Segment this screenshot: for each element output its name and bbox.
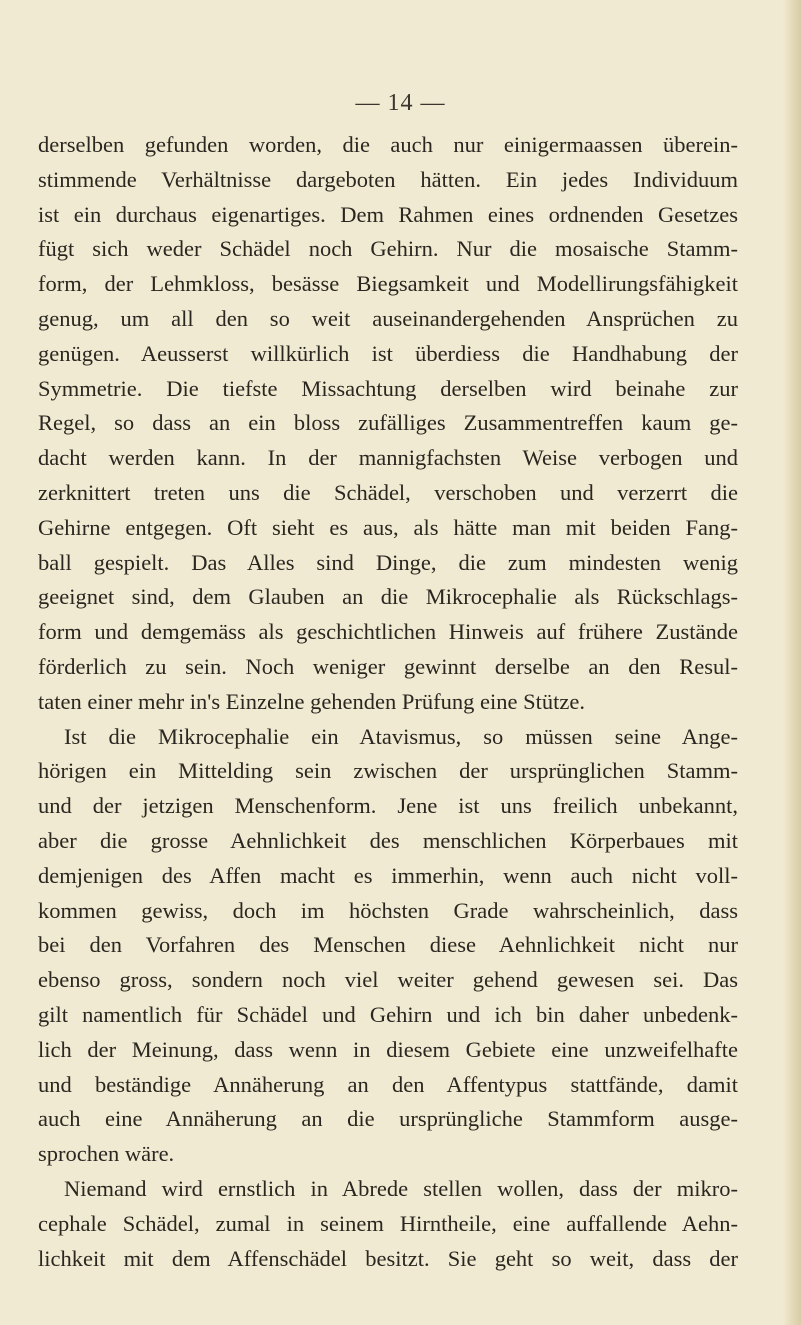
text-line: form, der Lehmkloss, besässe Biegsamkeit und Modellirungsfähigkeit <box>38 271 738 297</box>
text-line: und der jetzigen Menschenform. Jene ist uns freilich unbekannt, <box>38 793 738 819</box>
text-line: cephale Schädel, zumal in seinem Hirntheile, eine auffallende Aehn- <box>38 1210 738 1236</box>
body-text <box>38 128 738 1276</box>
text-line: derselben gefunden worden, die auch nur einigermaassen überein- <box>38 132 738 157</box>
text-line: genug, um all den so weit auseinandergehenden Ansprüchen zu <box>38 305 738 331</box>
text-line: fügt sich weder Schädel noch Gehirn. Nur die mosaische Stamm- <box>38 236 738 262</box>
text-line: Regel, so dass an ein bloss zufälliges Zusammentreffen kaum ge- <box>38 410 738 436</box>
text-line: bei den Vorfahren des Menschen diese Aehnlichkeit nicht nur <box>38 932 738 958</box>
text-line: Gehirne entgegen. Oft sieht es aus, als hätte man mit beiden Fang- <box>38 514 738 540</box>
page-edge-shadow <box>783 0 801 1325</box>
text-line: genügen. Aeusserst willkürlich ist überdiess die Handhabung der <box>38 340 738 366</box>
text-line: taten einer mehr in's Einzelne gehenden Prüfung eine Stütze. <box>38 688 585 714</box>
text-line: Symmetrie. Die tiefste Missachtung derselben wird beinahe zur <box>38 375 738 401</box>
text-line: zerknittert treten uns die Schädel, verschoben und verzerrt die <box>38 479 738 505</box>
text-line: dacht werden kann. In der mannigfachsten Weise verbogen und <box>38 445 738 471</box>
text-line: auch eine Annäherung an die ursprüngliche Stammform ausge- <box>38 1106 738 1132</box>
text-line: form und demgemäss als geschichtlichen Hinweis auf frühere Zustände <box>38 619 738 645</box>
text-line: demjenigen des Affen macht es immerhin, wenn auch nicht voll- <box>38 862 738 888</box>
text-line: lich der Meinung, dass wenn in diesem Gebiete eine unzweifelhafte <box>38 1036 738 1062</box>
text-line: ist ein durchaus eigenartiges. Dem Rahmen eines ordnenden Gesetzes <box>38 201 738 227</box>
text-line: Niemand wird ernstlich in Abrede stellen wollen, dass der mikro- <box>64 1175 738 1201</box>
text-line: ebenso gross, sondern noch viel weiter gehend gewesen sei. Das <box>38 967 738 993</box>
text-line: aber die grosse Aehnlichkeit des menschlichen Körperbaues mit <box>38 827 738 853</box>
text-line: ball gespielt. Das Alles sind Dinge, die zum mindesten wenig <box>38 549 738 575</box>
text-line: gilt namentlich für Schädel und Gehirn und ich bin daher unbedenk- <box>38 1001 738 1027</box>
page-number: — 14 — <box>355 90 446 116</box>
text-line: förderlich zu sein. Noch weniger gewinnt derselbe an den Resul- <box>38 653 738 679</box>
text-line: und beständige Annäherung an den Affentypus stattfände, damit <box>38 1071 738 1097</box>
text-line: sprochen wäre. <box>38 1141 175 1167</box>
text-line: geeignet sind, dem Glauben an die Mikrocephalie als Rückschlags- <box>38 584 738 610</box>
text-line: stimmende Verhältnisse dargeboten hätten. Ein jedes Individuum <box>38 166 738 192</box>
text-line: lichkeit mit dem Affenschädel besitzt. Sie geht so weit, dass der <box>38 1245 738 1271</box>
text-line: hörigen ein Mittelding sein zwischen der ursprünglichen Stamm- <box>38 758 738 784</box>
text-line: Ist die Mikrocephalie ein Atavismus, so müssen seine Ange- <box>64 723 738 749</box>
text-line: kommen gewiss, doch im höchsten Grade wahrscheinlich, dass <box>38 897 738 923</box>
